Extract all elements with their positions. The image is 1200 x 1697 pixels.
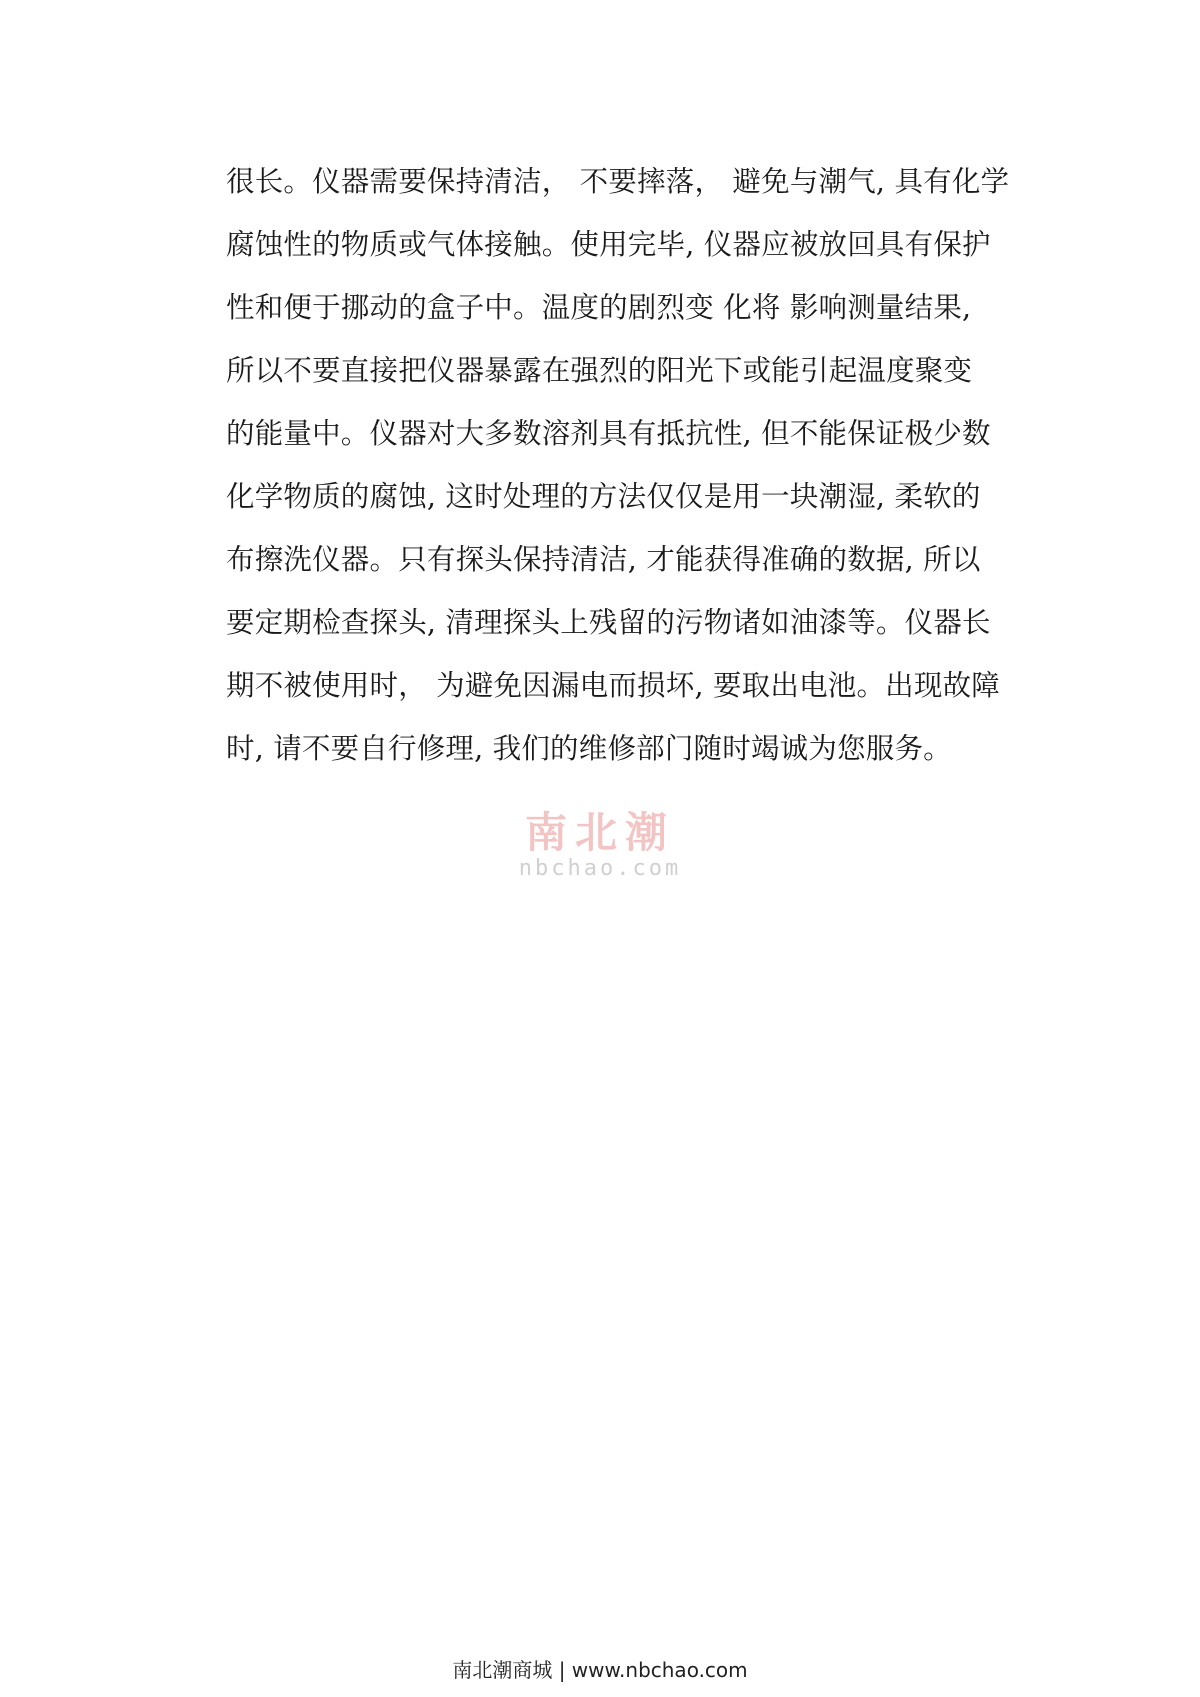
watermark-name: 南北潮 [524,808,675,857]
body-paragraph [226,150,1026,780]
text-line: 很长。仪器需要保持清洁， 不要摔落， 避免与潮气, 具有化学 [226,165,1010,198]
text-line: 期不被使用时， 为避免因漏电而损坏, 要取出电池。出现故障 [226,669,1000,702]
text-line: 化学物质的腐蚀, 这时处理的方法仅仅是用一块潮湿, 柔软的 [226,480,981,513]
watermark-url: nbchao.com [518,856,682,881]
text-line: 要定期检查探头, 清理探头上残留的污物诸如油漆等。仪器长 [226,606,991,639]
watermark-logo [505,810,695,890]
page-footer: 南北潮商城 | www.nbchao.com [452,1658,748,1682]
text-line: 时, 请不要自行修理, 我们的维修部门随时竭诚为您服务。 [226,732,952,765]
text-line: 布擦洗仪器。只有探头保持清洁, 才能获得准确的数据, 所以 [226,543,981,576]
text-line: 所以不要直接把仪器暴露在强烈的阳光下或能引起温度聚变 [226,354,973,387]
text-line: 性和便于挪动的盒子中。温度的剧烈变 化将 影响测量结果, [226,291,972,324]
text-line: 腐蚀性的物质或气体接触。使用完毕, 仪器应被放回具有保护 [226,228,991,261]
text-line: 的能量中。仪器对大多数溶剂具有抵抗性, 但不能保证极少数 [226,417,991,450]
